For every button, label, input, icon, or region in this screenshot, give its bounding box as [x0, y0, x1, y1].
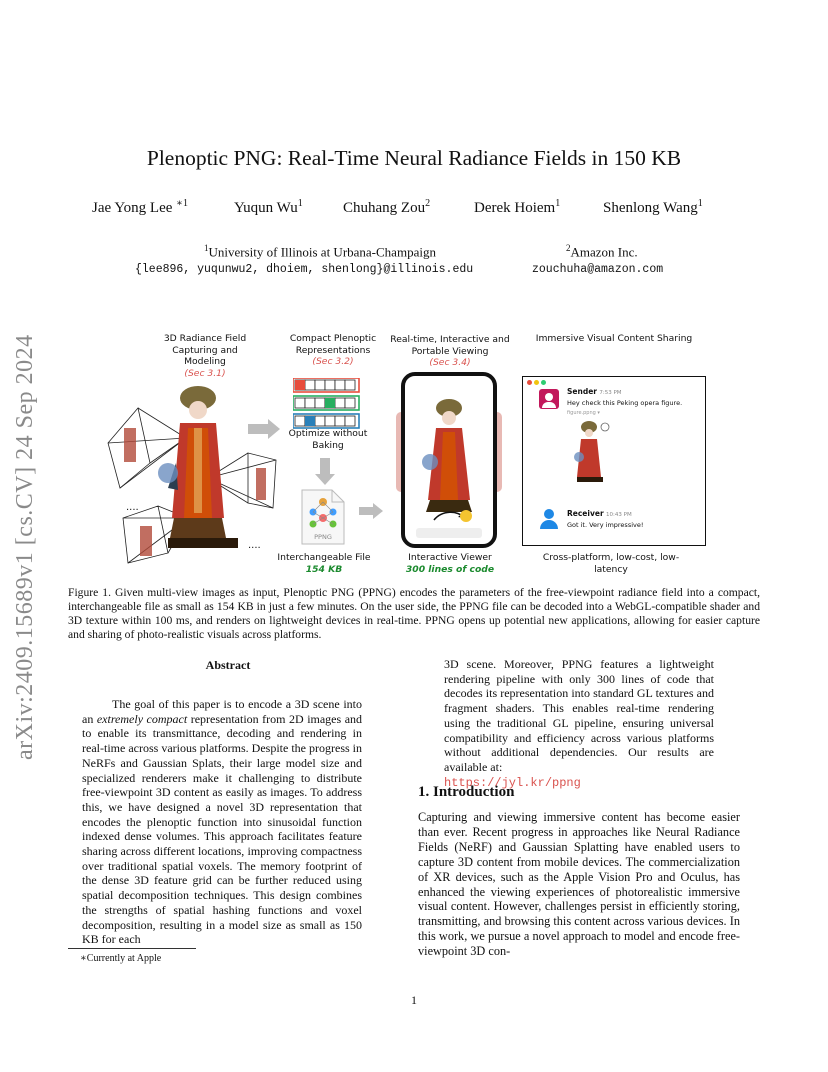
figure-caption: Figure 1. Given multi-view images as input, Plenoptic PNG (PPNG) encodes the parameters of the free-viewpoint radiance field into a compact, interchangeable file as small as 154 KB in just a few minutes. On the user side, the PPNG file can be decoded into a WebGL-compatible shader and 3D texture within 100 ms, and renders on lightweight devices in real-time. PPNG opens up potential new applications, allowing for easier capture and sharing of photo-realistic visuals across platforms. — [68, 586, 760, 641]
figure-col2-title: Compact Plenoptic Representations (Sec 3.2) — [289, 333, 377, 367]
affiliation-1: $^1$University of Illinois at Urbana-Champaign — [204, 243, 436, 260]
capture-dots-left: .... — [126, 502, 139, 513]
figure-col4-title: Immersive Visual Content Sharing — [535, 333, 693, 344]
author-3: Chuhang Zou$^2$ — [343, 198, 431, 216]
project-link[interactable]: https://jyl.kr/ppng — [444, 775, 581, 790]
author-5: Shenlong Wang$^1$ — [603, 198, 703, 216]
capture-illustration — [98, 368, 278, 568]
arrow-right-icon-2 — [358, 502, 384, 520]
affiliation-2: $^2$Amazon Inc. — [566, 243, 638, 260]
interchangeable-file-label: Interchangeable File 154 KB — [277, 552, 371, 575]
author-4: Derek Hoiem$^1$ — [474, 198, 561, 216]
receiver-header: Receiver 10:43 PM — [567, 509, 632, 518]
window-close-dot — [527, 380, 532, 385]
arrow-down-icon — [314, 456, 336, 486]
abstract-heading: Abstract — [205, 658, 251, 672]
phone-viewer — [394, 372, 504, 548]
introduction-text: Capturing and viewing immersive content has become easier than ever. Recent progress in approaches like Neural Radiance Fields (NeRF) and Gaussian Splatting have enabled users to capture 3D content from mobile devices. The commercialization of XR devices, such as the Apple Vision Pro and Oculus, has enhanced the viewing experiences of photorealistic immersive visual content. However, challenges persist in efficiently storing, transmitting, and browsing this content across various devices. In this work, we pursue a novel approach to model and encode free-viewpoint 3D con- — [418, 810, 740, 959]
paper-title: Plenoptic PNG: Real-Time Neural Radiance Fields in 150 KB — [146, 146, 682, 170]
optimize-label: Optimize without Baking — [288, 428, 368, 451]
sender-avatar — [539, 389, 559, 409]
introduction-heading: 1. Introduction — [418, 784, 515, 800]
capture-dots-right: .... — [248, 540, 261, 551]
receiver-message: Got it. Very impressive! — [567, 521, 644, 529]
figure-col3-title: Real-time, Interactive and Portable Viewing (Sec 3.4) — [390, 334, 510, 368]
affiliation-2-email: zouchuha@amazon.com — [532, 263, 664, 276]
sender-attachment[interactable]: figure.ppng ▾ — [567, 410, 600, 416]
arxiv-identifier: arXiv:2409.15689v1 [cs.CV] 24 Sep 2024 — [12, 334, 38, 760]
arrow-right-icon — [246, 418, 282, 440]
abstract-text: The goal of this paper is to encode a 3D scene into an extremely compact representation from 2D images and to enable its transmittance, decoding and rendering in real-time across various platforms. Despite the progress in NeRFs and Gaussian Splats, their large model size and specialized renderers make it challenging to distribute free-viewpoint 3D content as easily as images. To address this, we have designed a novel 3D representation that encodes the plenoptic function into sinusoidal function indexed dense volumes. This approach facilitates feature sharing across different locations, improving compactness over traditional spatial voxels. The memory footprint of the dense 3D feature grid can be further reduced using spatial decomposition techniques. This design combines the strengths of spatial hashing functions and voxel decomposition, resulting in a model size as small as 150 KB for each — [82, 697, 363, 947]
cross-platform-label: Cross-platform, low-cost, low-latency — [542, 552, 680, 575]
window-minimize-dot — [534, 380, 539, 385]
sender-message: Hey check this Peking opera figure. — [567, 399, 683, 407]
author-2: Yuqun Wu$^1$ — [234, 198, 303, 216]
sender-header: Sender 7:53 PM — [567, 387, 622, 396]
ppng-file-label: PPNG — [314, 533, 332, 541]
receiver-avatar — [539, 509, 559, 529]
figure-col1-title: 3D Radiance Field Capturing and Modeling (Sec 3.1) — [163, 333, 247, 379]
chat-window — [522, 376, 706, 546]
abstract-text-continued: 3D scene. Moreover, PPNG features a lightweight rendering pipeline with only 300 lines of code that decodes its representation into standard GL textures and fragment shaders. This enables real-time rendering using the traditional GL pipeline, ensuring universal compatibility and efficiency across various platforms without additional dependencies. Our results are available at: https://jyl.kr/ppng — [444, 657, 714, 790]
page-number: 1 — [411, 993, 417, 1007]
figure-1 — [90, 330, 730, 580]
affiliation-1-email: {lee896, yuqunwu2, dhoiem, shenlong}@illinois.edu — [135, 263, 474, 276]
ppng-file-icon — [298, 488, 348, 546]
footnote-divider — [68, 948, 196, 949]
plenoptic-grid — [293, 378, 363, 430]
shared-figure-thumbnail[interactable] — [567, 417, 617, 487]
window-maximize-dot — [541, 380, 546, 385]
interactive-viewer-label: Interactive Viewer 300 lines of code — [405, 552, 495, 575]
footnote: ∗Currently at Apple — [80, 953, 162, 964]
author-1: Jae Yong Lee $^{∗1}$ — [92, 198, 188, 216]
